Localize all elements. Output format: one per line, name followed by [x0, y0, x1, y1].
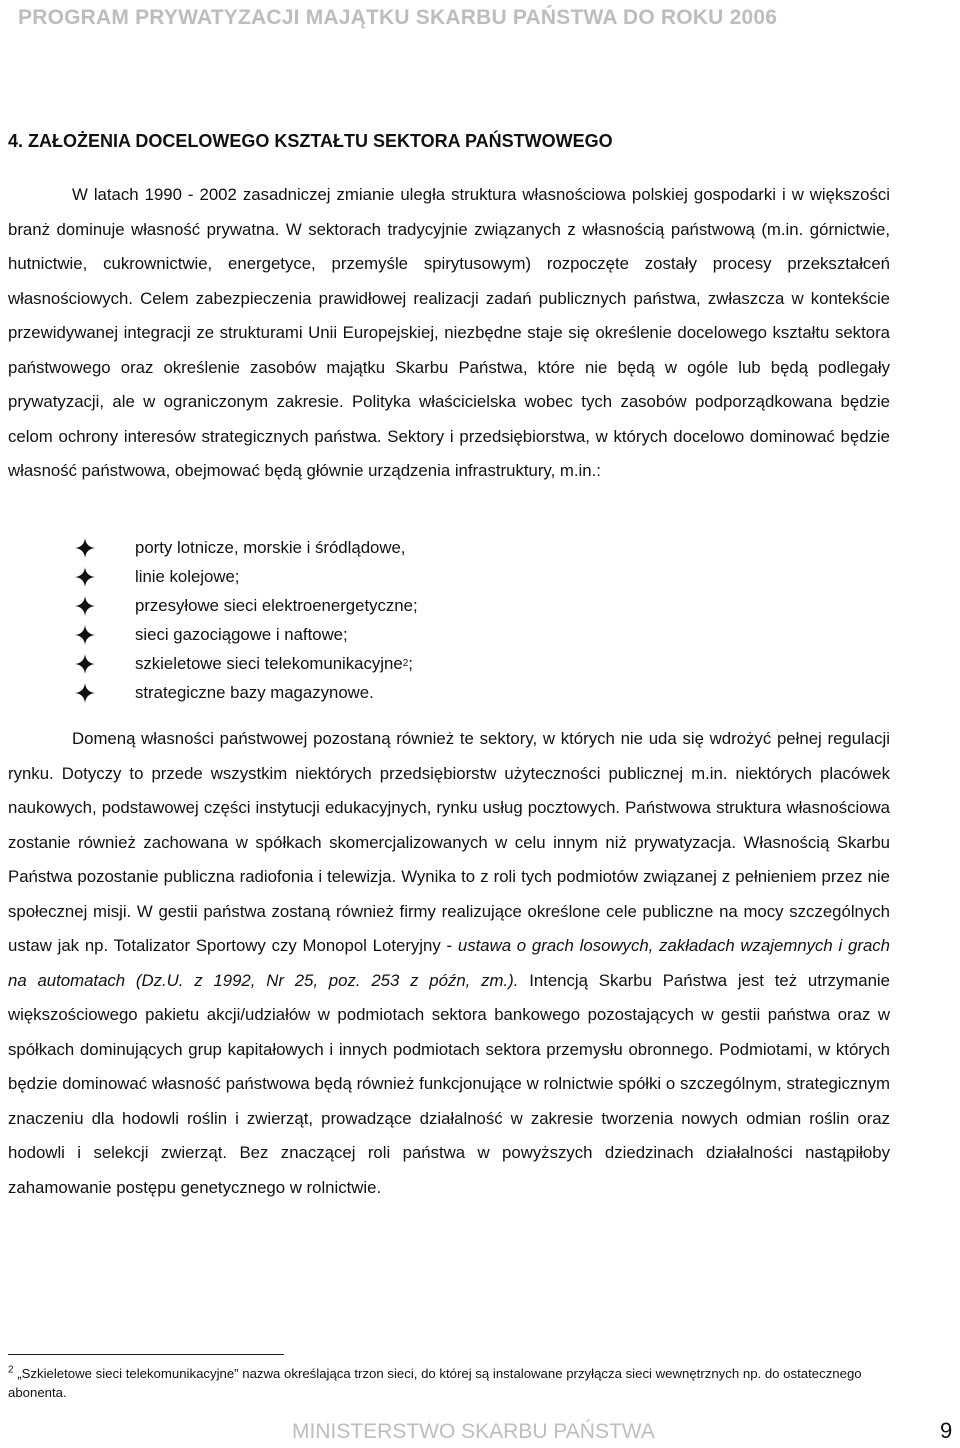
- list-item: szkieletowe sieci telekomunikacyjne 2 ;: [75, 649, 418, 678]
- four-point-star-icon: [75, 625, 95, 645]
- footer-organization: MINISTERSTWO SKARBU PAŃSTWA: [292, 1420, 655, 1443]
- paragraph-intro: [8, 178, 890, 489]
- list-item-text: szkieletowe sieci telekomunikacyjne: [135, 654, 403, 673]
- list-item-text: strategiczne bazy magazynowe.: [135, 683, 374, 702]
- footnote: [8, 1364, 890, 1402]
- running-header-title: PROGRAM PRYWATYZACJI MAJĄTKU SKARBU PAŃSTWA DO ROKU 2006: [18, 6, 778, 29]
- four-point-star-icon: [75, 683, 95, 703]
- four-point-star-icon: [75, 654, 95, 674]
- footnote-text: „Szkieletowe sieci telekomunikacyjne” nazwa określająca trzon sieci, do której są instalowane przyłącza sieci wewnętrznych np. do ostatecznego abonenta.: [8, 1366, 862, 1400]
- legal-act-citation: ustawa o grach losowych, zakładach wzajemnych i grach na automatach (Dz.U. z 1992, Nr 25, poz. 253 z późn, zm.).: [8, 936, 890, 990]
- list-item: [75, 562, 418, 591]
- list-item-text: linie kolejowe;: [135, 567, 240, 586]
- list-item-text: przesyłowe sieci elektroenergetyczne;: [135, 596, 418, 615]
- section-heading: 4. ZAŁOŻENIA DOCELOWEGO KSZTAŁTU SEKTORA PAŃSTWOWEGO: [8, 131, 613, 151]
- footnote-separator: [8, 1354, 284, 1355]
- infrastructure-list: [75, 533, 418, 707]
- four-point-star-icon: [75, 596, 95, 616]
- list-item: [75, 591, 418, 620]
- paragraph-intro-text: W latach 1990 - 2002 zasadniczej zmianie uległa struktura własnościowa polskiej gospodarki i w większości branż dominuje własność prywatna. W sektorach tradycyjnie związanych z własnością państwową (m.in. górnictwie, hutnictwie, cukrownictwie, energetyce, przemyśle spirytusowym) rozpoczęte zostały procesy przekształceń własnościowych. Celem zabezpieczenia prawidłowej realizacji zadań publicznych państwa, zwłaszcza w kontekście przewidywanej integracji ze strukturami Unii Europejskiej, niezbędne staje się określenie docelowego kształtu sektora państwowego oraz określenie zasobów majątku Skarbu Państwa, które nie będą w ogóle lub będą podlegały prywatyzacji, ale w ograniczonym zakresie. Polityka właścicielska wobec tych zasobów podporządkowana będzie celom ochrony interesów strategicznych państwa. Sektory i przedsiębiorstwa, w których docelowo dominować będzie własność państwowa, obejmować będą głównie urządzenia infrastruktury, m.in.:: [8, 185, 890, 480]
- list-item-suffix: ;: [408, 654, 413, 673]
- four-point-star-icon: [75, 538, 95, 558]
- paragraph-text-part-b: Intencją Skarbu Państwa jest też utrzymanie większościowego pakietu akcji/udziałów w podmiotach sektora bankowego pozostających w gestii państwa oraz w spółkach dominujących grup kapitałowych i innych podmiotach sektora przemysłu obronnego. Podmiotami, w których będzie dominować własność państwowa będą również funkcjonujące w rolnictwie spółki o szczególnym, strategicznym znaczeniu dla hodowli roślin i zwierząt, prowadzące działalność w zakresie tworzenia nowych odmian roślin oraz hodowli i selekcji zwierząt. Bez znaczącej roli państwa w powyższych dziedzinach działalności nastąpiłoby zahamowanie postępu genetycznego w rolnictwie.: [8, 970, 890, 1197]
- list-item: [75, 678, 418, 707]
- paragraph-state-domain: [8, 722, 890, 1205]
- four-point-star-icon: [75, 567, 95, 587]
- list-item: [75, 533, 418, 562]
- paragraph-text-part-a: Domeną własności państwowej pozostaną również te sektory, w których nie uda się wdrożyć pełnej regulacji rynku. Dotyczy to przede wszystkim niektórych przedsiębiorstw użyteczności publicznej m.in. niektórych placówek naukowych, podstawowej części instytucji edukacyjnych, rynku usług pocztowych. Państwowa struktura własnościowa zostanie również zachowana w spółkach skomercjalizowanych w celu innym niż prywatyzacja. Własnością Skarbu Państwa pozostanie publiczna radiofonia i telewizja. Wynika to z roli tych podmiotów związanej z pełnieniem przez nie społecznej misji. W gestii państwa zostaną również firmy realizujące określone cele publiczne na mocy szczególnych ustaw jak np. Totalizator Sportowy czy Monopol Loteryjny -: [8, 729, 890, 955]
- page-number: 9: [940, 1418, 953, 1443]
- list-item-text: porty lotnicze, morskie i śródlądowe,: [135, 538, 406, 557]
- list-item: [75, 620, 418, 649]
- list-item-text: sieci gazociągowe i naftowe;: [135, 625, 348, 644]
- footnote-number: 2: [8, 1364, 14, 1376]
